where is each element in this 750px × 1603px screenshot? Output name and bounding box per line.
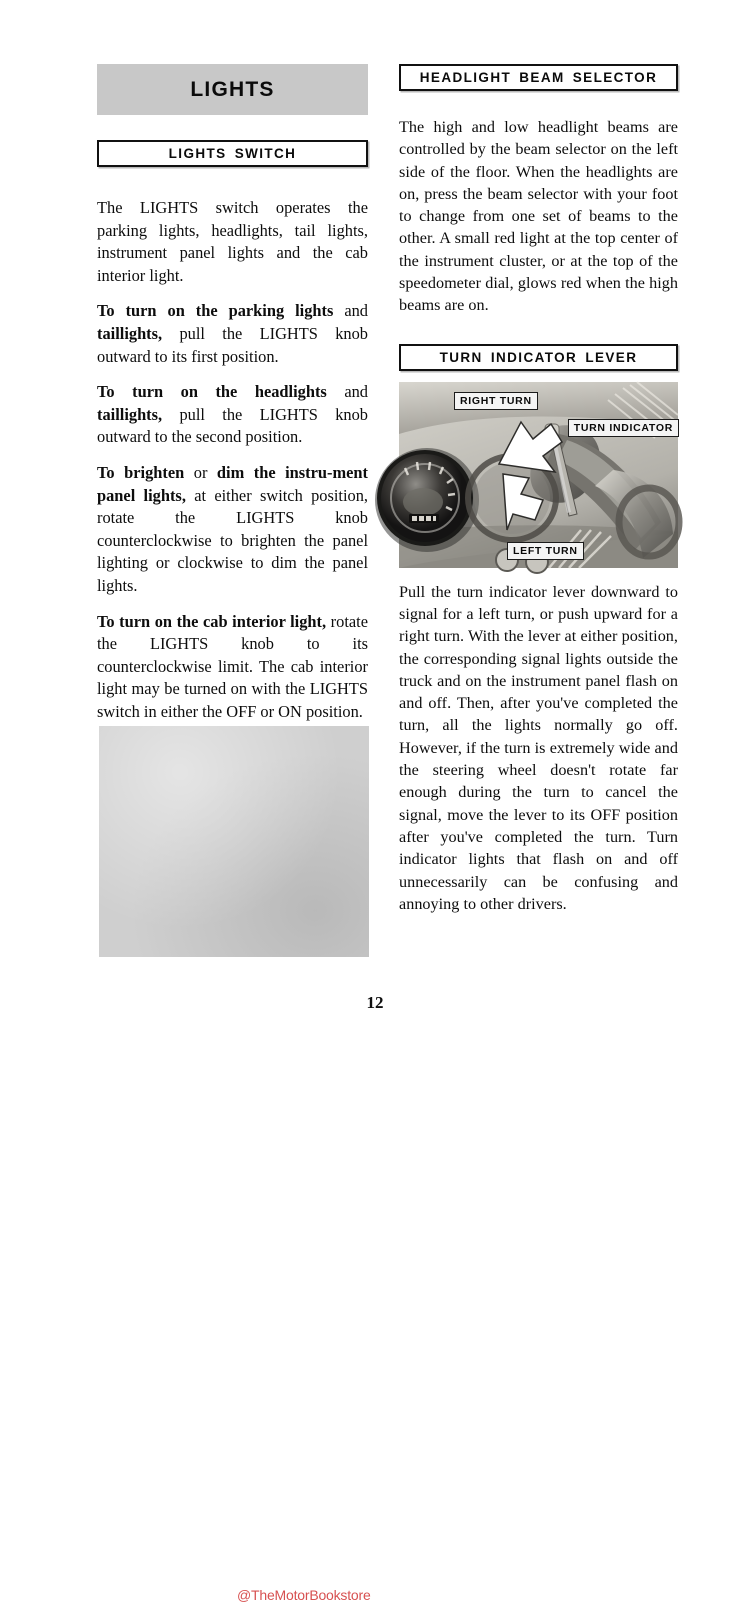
photo-label-left-turn: LEFT TURN — [507, 542, 584, 560]
paragraph-brighten-lead2: dim the instru- — [216, 462, 333, 482]
paragraph-beam-selector-text: The high and low headlight beams are controlled by the beam selector on the left side of the floor. When the headlights are on, press the beam selector with your foot to change from one set of beams to the other. A small red light at the top center of the instrument cluster, or at the top of the speedometer dial, glows red when the high beams are on. — [399, 118, 678, 315]
paragraph-turn-indicator — [399, 581, 678, 915]
photo-label-right-turn: RIGHT TURN — [454, 392, 538, 410]
section-heading-turn-indicator-lever — [399, 344, 678, 371]
right-column — [399, 64, 678, 915]
paragraph-headlights: To turn on the headlights and taillights, pull the LIGHTS knob outward to the second position. — [97, 382, 368, 447]
paragraph-parking-lead: To turn on the parking lights — [97, 301, 334, 321]
section-heading-lights-switch — [97, 140, 368, 167]
beam-selector-heading-label: HEADLIGHT BEAM SELECTOR — [419, 70, 658, 85]
paragraph-beam-selector — [399, 116, 678, 317]
dash-photo-image — [399, 382, 678, 568]
paragraph-brighten-lead3: ment panel lights, — [97, 462, 368, 505]
paragraph-brighten-conj: or — [193, 462, 208, 482]
paragraph-turn-indicator-text: Pull the turn indicator lever downward to signal for a left turn, or push upward for a right turn. With the lever at either position, the corresponding signal lights outside the truck and on the instrument panel flash on and off. Then, after you've completed the turn, all the lights normally go off. However, if the turn is extremely wide and the steering wheel doesn't rotate far enough during the turn to cancel the signal, move the lever to its OFF position after you've completed the turn. Turn indicator lights that flash on and off unnecessarily can be confusing and annoying to other drivers. — [399, 582, 678, 913]
watermark-text: @TheMotorBookstore — [237, 1587, 371, 1603]
section-heading-label: LIGHTS SWITCH — [168, 146, 297, 161]
turn-indicator-heading-label: TURN INDICATOR LEVER — [439, 349, 638, 365]
paragraph-parking-lead2: taillights, — [97, 323, 163, 343]
paragraph-cab-interior: To turn on the cab interior light, rotate the LIGHTS knob to its counterclockwise limit. The cab interior light may be turned on with the LIGHTS switch in either the OFF or ON position. — [97, 611, 368, 721]
paragraph-brighten-lead: To brighten — [97, 462, 185, 482]
lights-switch-knob-photo — [99, 726, 371, 1603]
turn-indicator-dash-photo — [399, 382, 678, 568]
left-column — [97, 64, 368, 723]
paragraph-brighten-dim: To brighten or dim the instru-ment panel lights, at either switch position, rotate the LIGHTS knob counterclockwise to brighten the panel lighting or clockwise to dim the panel lights. — [97, 462, 368, 595]
paragraph-intro — [97, 197, 368, 287]
chapter-title: LIGHTS — [190, 77, 275, 101]
page-number: 12 — [366, 993, 384, 1012]
paragraph-headlights-lead2: taillights, — [97, 404, 163, 424]
photo-label-turn-indicator: TURN INDICATOR — [568, 419, 679, 437]
paragraph-cab-lead: To turn on the cab interior light, — [97, 611, 327, 631]
paragraph-headlights-lead: To turn on the headlights — [97, 382, 327, 402]
paragraph-parking-lights: To turn on the parking lights and taillights, pull the LIGHTS knob outward to its first position. — [97, 301, 369, 366]
section-heading-headlight-beam-selector — [399, 64, 678, 91]
chapter-banner — [97, 64, 368, 115]
paragraph-intro-text: The LIGHTS switch operates the parking lights, headlights, tail lights, instrument panel lights and the cab interior light. — [97, 198, 368, 285]
photo-background — [99, 726, 369, 957]
